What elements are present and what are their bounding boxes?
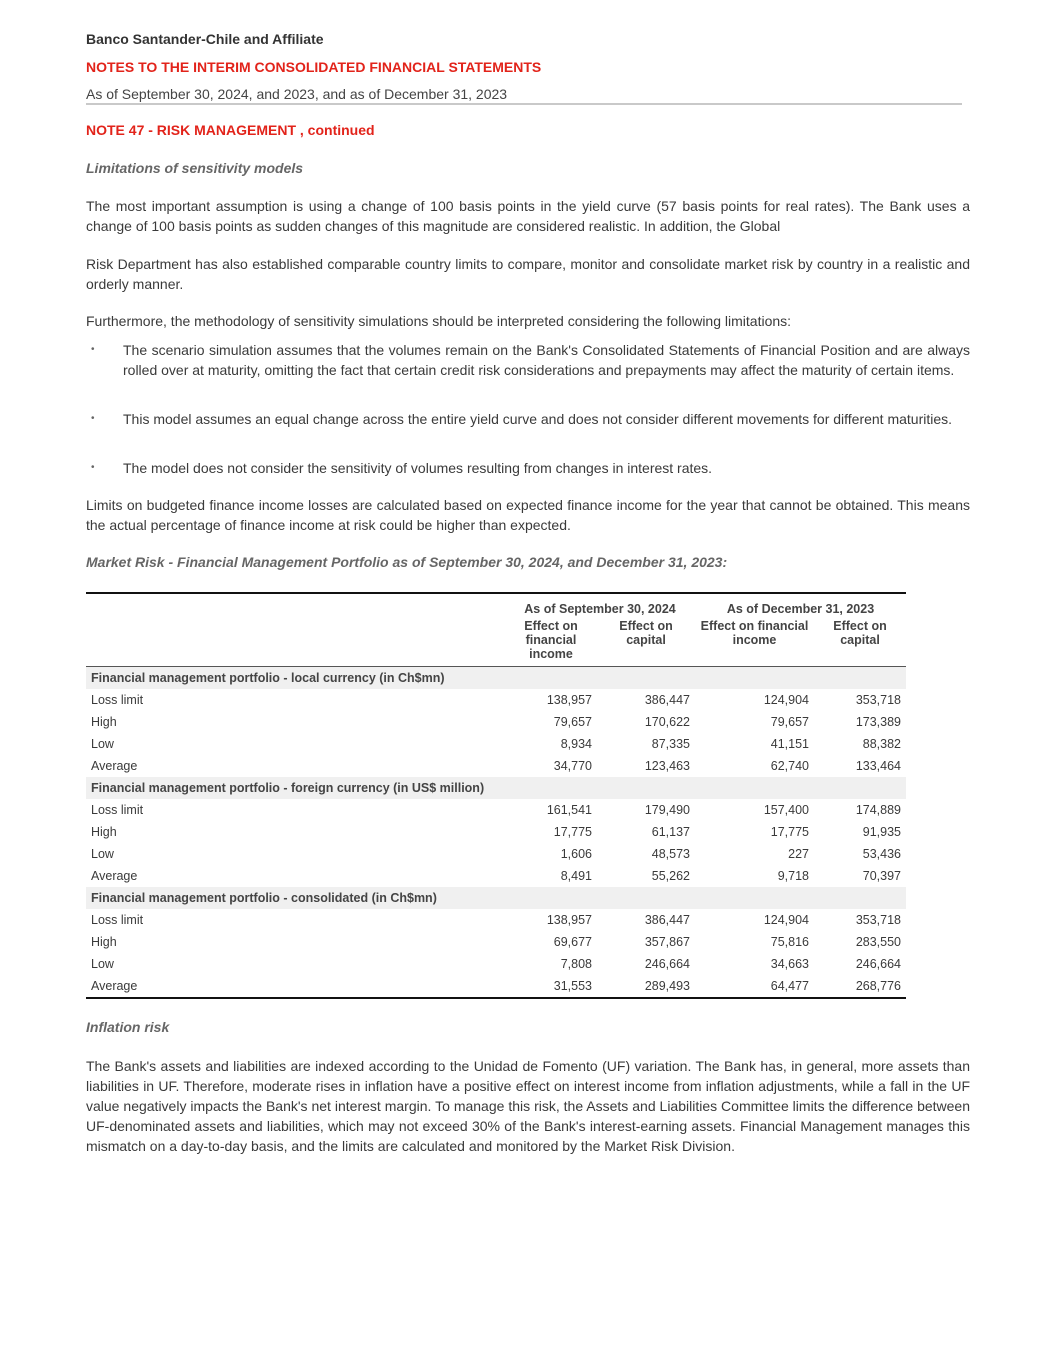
table-cell: 227	[788, 847, 809, 861]
group-header: As of December 31, 2023	[726, 602, 875, 616]
table-cell: 87,335	[651, 737, 690, 751]
bullet-item	[86, 409, 970, 429]
paragraph-limitations-intro: Furthermore, the methodology of sensitivity simulations should be interpreted considering the following limitations:	[86, 313, 792, 329]
paragraph-assumption: The most important assumption is using a change of 100 basis points in the yield curve (57 basis points for real rates). The Bank uses a change of 100 basis points as sudden changes of this magnitude are considered realistic. In addition, the Global	[86, 198, 970, 234]
row-label: Average	[91, 759, 138, 773]
row-label: Loss limit	[91, 803, 144, 817]
table-cell: 173,389	[855, 715, 901, 729]
table-cell: 88,382	[862, 737, 901, 751]
paragraph-inflation: The Bank's assets and liabilities are indexed according to the Unidad de Fomento (UF) variation. The Bank has, in general, more assets than liabilities in UF. Therefore, moderate rises in inflation have a positive effect on interest income from inflation adjustments, while a fall in the UF value negatively impacts the Bank's net interest margin. To manage this risk, the Assets and Liabilities Committee limits the difference between UF-denominated assets and liabilities, which may not exceed 30% of the Bank's interest-earning assets. Financial Management manages this mismatch on a day-to-day basis, and the limits are calculated and monitored by the Market Risk Division.	[86, 1058, 970, 1154]
table-cell: 64,477	[770, 979, 809, 993]
table-cell: 1,606	[560, 847, 592, 861]
table-cell: 283,550	[855, 935, 901, 949]
table-cell: 55,262	[651, 869, 690, 883]
row-label: Low	[91, 737, 114, 751]
bullet-icon: •	[91, 462, 95, 473]
table-row	[86, 755, 906, 777]
table-cell: 386,447	[644, 693, 690, 707]
table-heading: Market Risk - Financial Management Portfolio as of September 30, 2024, and December 31, 2023:	[86, 554, 728, 570]
table-cell: 133,464	[855, 759, 901, 773]
paragraph-country-limits: Risk Department has also established comparable country limits to compare, monitor and consolidate market risk by country in a realistic and orderly manner.	[86, 256, 970, 292]
table-cell: 9,718	[777, 869, 809, 883]
row-label: High	[91, 935, 117, 949]
date-line: As of September 30, 2024, and 2023, and as of December 31, 2023	[86, 86, 508, 102]
table-cell: 79,657	[770, 715, 809, 729]
notes-title: NOTES TO THE INTERIM CONSOLIDATED FINANCIAL STATEMENTS	[86, 59, 542, 75]
table-cell: 357,867	[644, 935, 690, 949]
bullet-item	[86, 458, 970, 478]
table-row	[86, 865, 906, 887]
table-cell: 91,935	[862, 825, 901, 839]
bullet-icon: •	[91, 413, 95, 424]
column-header: Effect on financial income	[505, 616, 597, 667]
market-risk-table	[86, 592, 906, 999]
row-label: Loss limit	[91, 913, 144, 927]
row-label: Loss limit	[91, 693, 144, 707]
table-cell: 138,957	[546, 913, 592, 927]
table-cell: 289,493	[644, 979, 690, 993]
table-cell: 124,904	[763, 693, 809, 707]
table-cell: 174,889	[855, 803, 901, 817]
bullet-item	[86, 340, 970, 380]
table-row	[86, 909, 906, 931]
section-row	[86, 777, 906, 799]
section-title: Financial management portfolio - consolidated (in Ch$mn)	[86, 887, 906, 909]
table-row	[86, 711, 906, 733]
table-cell: 34,770	[553, 759, 592, 773]
table-cell: 53,436	[862, 847, 901, 861]
column-header: Effect on financial income	[695, 616, 814, 667]
table-cell: 179,490	[644, 803, 690, 817]
column-header: Effect on capital	[597, 616, 695, 667]
table-cell: 48,573	[651, 847, 690, 861]
table-cell: 123,463	[644, 759, 690, 773]
section-title: Financial management portfolio - local currency (in Ch$mn)	[86, 667, 906, 690]
section-title: Financial management portfolio - foreign currency (in US$ million)	[86, 777, 906, 799]
table-cell: 79,657	[553, 715, 592, 729]
table-cell: 246,664	[644, 957, 690, 971]
table-cell: 31,553	[553, 979, 592, 993]
table-row	[86, 689, 906, 711]
table-cell: 70,397	[862, 869, 901, 883]
table-cell: 170,622	[644, 715, 690, 729]
section-row	[86, 887, 906, 909]
bullet-text: The model does not consider the sensitivity of volumes resulting from changes in interest rates.	[123, 460, 713, 476]
table-cell: 7,808	[560, 957, 592, 971]
table-cell: 8,934	[560, 737, 592, 751]
table-cell: 69,677	[553, 935, 592, 949]
table-cell: 268,776	[855, 979, 901, 993]
row-label: High	[91, 825, 117, 839]
table-cell: 161,541	[546, 803, 592, 817]
table-row	[86, 843, 906, 865]
row-label: Low	[91, 957, 114, 971]
table-row	[86, 799, 906, 821]
table-row	[86, 975, 906, 998]
table-cell: 17,775	[553, 825, 592, 839]
limitations-heading: Limitations of sensitivity models	[86, 160, 304, 176]
inflation-heading: Inflation risk	[86, 1019, 170, 1035]
note-title: NOTE 47 - RISK MANAGEMENT , continued	[86, 122, 375, 138]
paragraph-budget-limits: Limits on budgeted finance income losses are calculated based on expected finance income for the year that cannot be obtained. This means the actual percentage of finance income at risk could be higher than expected.	[86, 497, 970, 533]
section-row	[86, 667, 906, 690]
bullet-icon: •	[91, 344, 95, 355]
table-cell: 124,904	[763, 913, 809, 927]
table-cell: 75,816	[770, 935, 809, 949]
table-cell: 353,718	[855, 913, 901, 927]
table-cell: 34,663	[770, 957, 809, 971]
row-label: Average	[91, 869, 138, 883]
table-cell: 386,447	[644, 913, 690, 927]
table-row	[86, 931, 906, 953]
column-header: Effect on capital	[814, 616, 906, 667]
table-cell: 246,664	[855, 957, 901, 971]
table-cell: 62,740	[770, 759, 809, 773]
table-cell: 353,718	[855, 693, 901, 707]
table-cell: 157,400	[763, 803, 809, 817]
header-divider	[86, 103, 962, 105]
table-row	[86, 821, 906, 843]
row-label: High	[91, 715, 117, 729]
table-cell: 138,957	[546, 693, 592, 707]
row-label: Low	[91, 847, 114, 861]
group-header: As of September 30, 2024	[524, 602, 676, 616]
row-label: Average	[91, 979, 138, 993]
table-row	[86, 733, 906, 755]
bullet-text: The scenario simulation assumes that the volumes remain on the Bank's Consolidated Statements of Financial Position and are always rolled over at maturity, omitting the fact that certain credit risk considerations and prepayments may affect the maturity of certain items.	[123, 342, 970, 378]
table-cell: 8,491	[560, 869, 592, 883]
company-name: Banco Santander-Chile and Affiliate	[86, 31, 324, 47]
bullet-text: This model assumes an equal change across the entire yield curve and does not consider different movements for different maturities.	[123, 411, 953, 427]
table-body	[86, 667, 906, 999]
table-cell: 41,151	[770, 737, 809, 751]
table-row	[86, 953, 906, 975]
table-cell: 61,137	[651, 825, 690, 839]
table-cell: 17,775	[770, 825, 809, 839]
